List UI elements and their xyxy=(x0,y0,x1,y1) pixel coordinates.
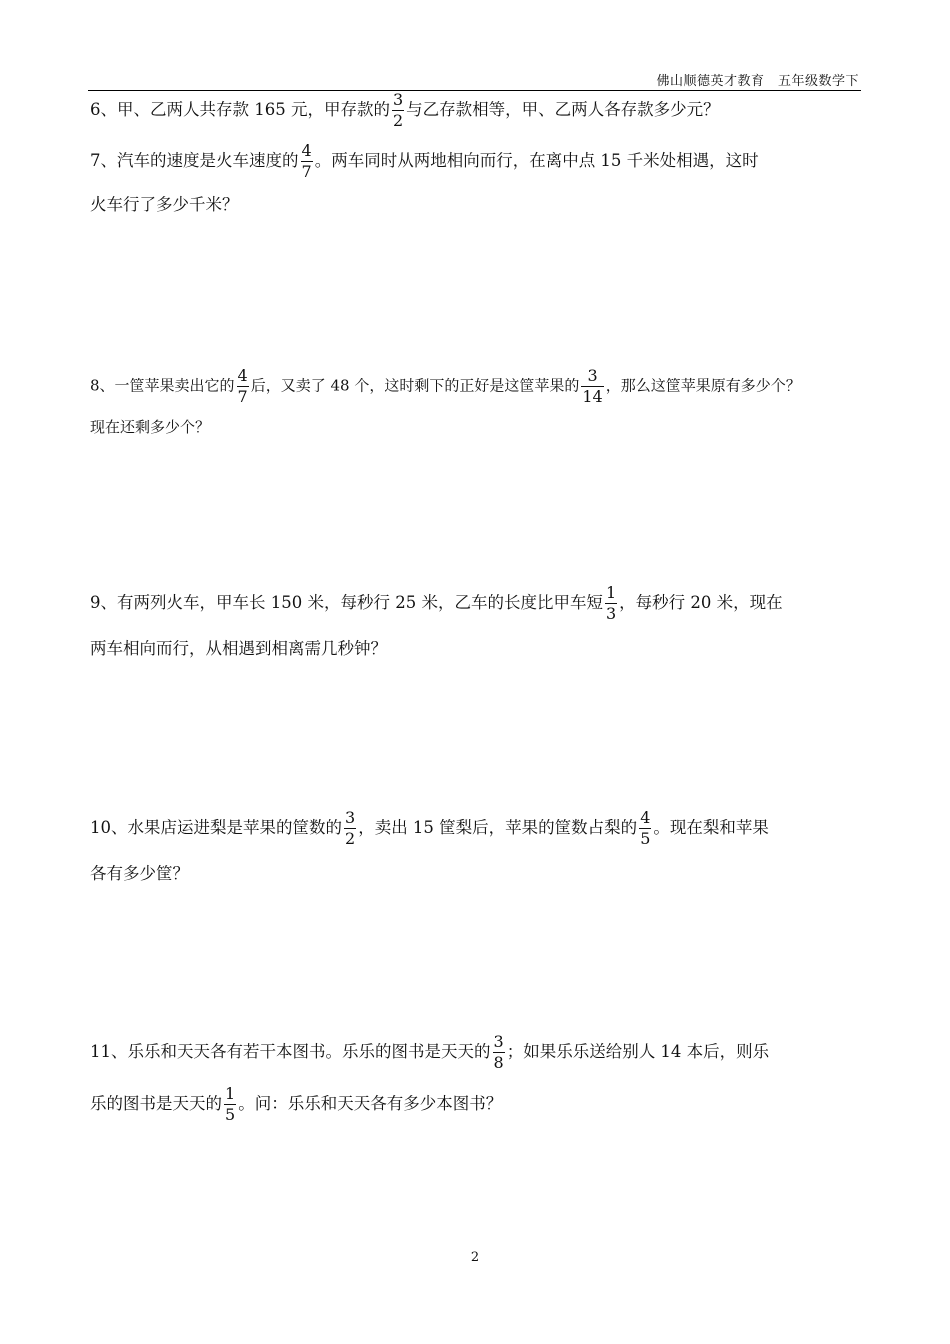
problem-8-line-1 xyxy=(90,368,801,405)
problem-7-text-a: 7、汽车的速度是火车速度的 xyxy=(90,151,299,170)
problem-8-text-c: ，那么这筐苹果原有多少个？ xyxy=(605,376,801,395)
fraction-4-5: $\frac{4}{5}$ xyxy=(640,808,651,848)
problem-10-text-d: 各有多少筐？ xyxy=(90,864,189,883)
problem-9-line-2 xyxy=(90,635,387,659)
fraction-3-14: $\frac{3}{14}$ xyxy=(582,366,603,406)
problem-9-text-c: 两车相向而行，从相遇到相离需几秒钟？ xyxy=(90,639,387,658)
problem-7-text-b: 。两车同时从两地相向而行，在离中点 15 千米处相遇，这时 xyxy=(314,151,759,170)
fraction-4-7: $\frac{4}{7}$ xyxy=(237,366,248,406)
problem-11-text-d: 。问：乐乐和天天各有多少本图书？ xyxy=(238,1094,503,1113)
problem-8-text-d: 现在还剩多少个？ xyxy=(90,418,211,436)
page-header xyxy=(88,70,861,91)
problem-10-text-b: ，卖出 15 筐梨后，苹果的筐数占梨的 xyxy=(358,818,638,837)
problem-11-text-c: 乐的图书是天天的 xyxy=(90,1094,222,1113)
fraction-3-8: $\frac{3}{8}$ xyxy=(493,1032,504,1072)
problem-6-line-1 xyxy=(90,92,720,129)
problem-10-text-a: 10、水果店运进梨是苹果的筐数的 xyxy=(90,818,342,837)
fraction-1-3: $\frac{1}{3}$ xyxy=(605,583,617,623)
problem-10-line-1 xyxy=(90,810,769,847)
problem-9-text-b: ，每秒行 20 米，现在 xyxy=(619,593,783,612)
problem-8-text-b: 后，又卖了 48 个，这时剩下的正好是这筐苹果的 xyxy=(250,376,580,395)
problem-6-text-a: 6、甲、乙两人共存款 165 元，甲存款的 xyxy=(90,100,390,119)
fraction-3-2: $\frac{3}{2}$ xyxy=(345,808,356,848)
page-number: 2 xyxy=(470,1250,480,1265)
problem-7-text-c: 火车行了多少千米？ xyxy=(90,195,239,214)
fraction-4-7: $\frac{4}{7}$ xyxy=(301,141,312,181)
fraction-3-2: $\frac{3}{2}$ xyxy=(392,90,404,130)
problem-11-line-2 xyxy=(90,1086,502,1123)
problem-11-text-b: ；如果乐乐送给别人 14 本后，则乐 xyxy=(506,1042,770,1061)
problem-7-line-2 xyxy=(90,191,239,215)
header-text: 佛山顺德英才教育 五年级数学下 xyxy=(656,74,859,89)
problem-8-line-2 xyxy=(90,416,210,437)
problem-10-text-c: 。现在梨和苹果 xyxy=(653,818,769,837)
problem-11-text-a: 11、乐乐和天天各有若干本图书。乐乐的图书是天天的 xyxy=(90,1042,491,1061)
problem-9-line-1 xyxy=(90,585,783,622)
fraction-1-5: $\frac{1}{5}$ xyxy=(225,1084,236,1124)
problem-9-text-a: 9、有两列火车，甲车长 150 米，每秒行 25 米，乙车的长度比甲车短 xyxy=(90,593,603,612)
problem-11-line-1 xyxy=(90,1034,769,1071)
problem-10-line-2 xyxy=(90,860,189,884)
problem-6-text-b: 与乙存款相等，甲、乙两人各存款多少元？ xyxy=(406,100,720,119)
problem-8-text-a: 8、一筐苹果卖出它的 xyxy=(90,376,235,395)
problem-7-line-1 xyxy=(90,143,759,180)
